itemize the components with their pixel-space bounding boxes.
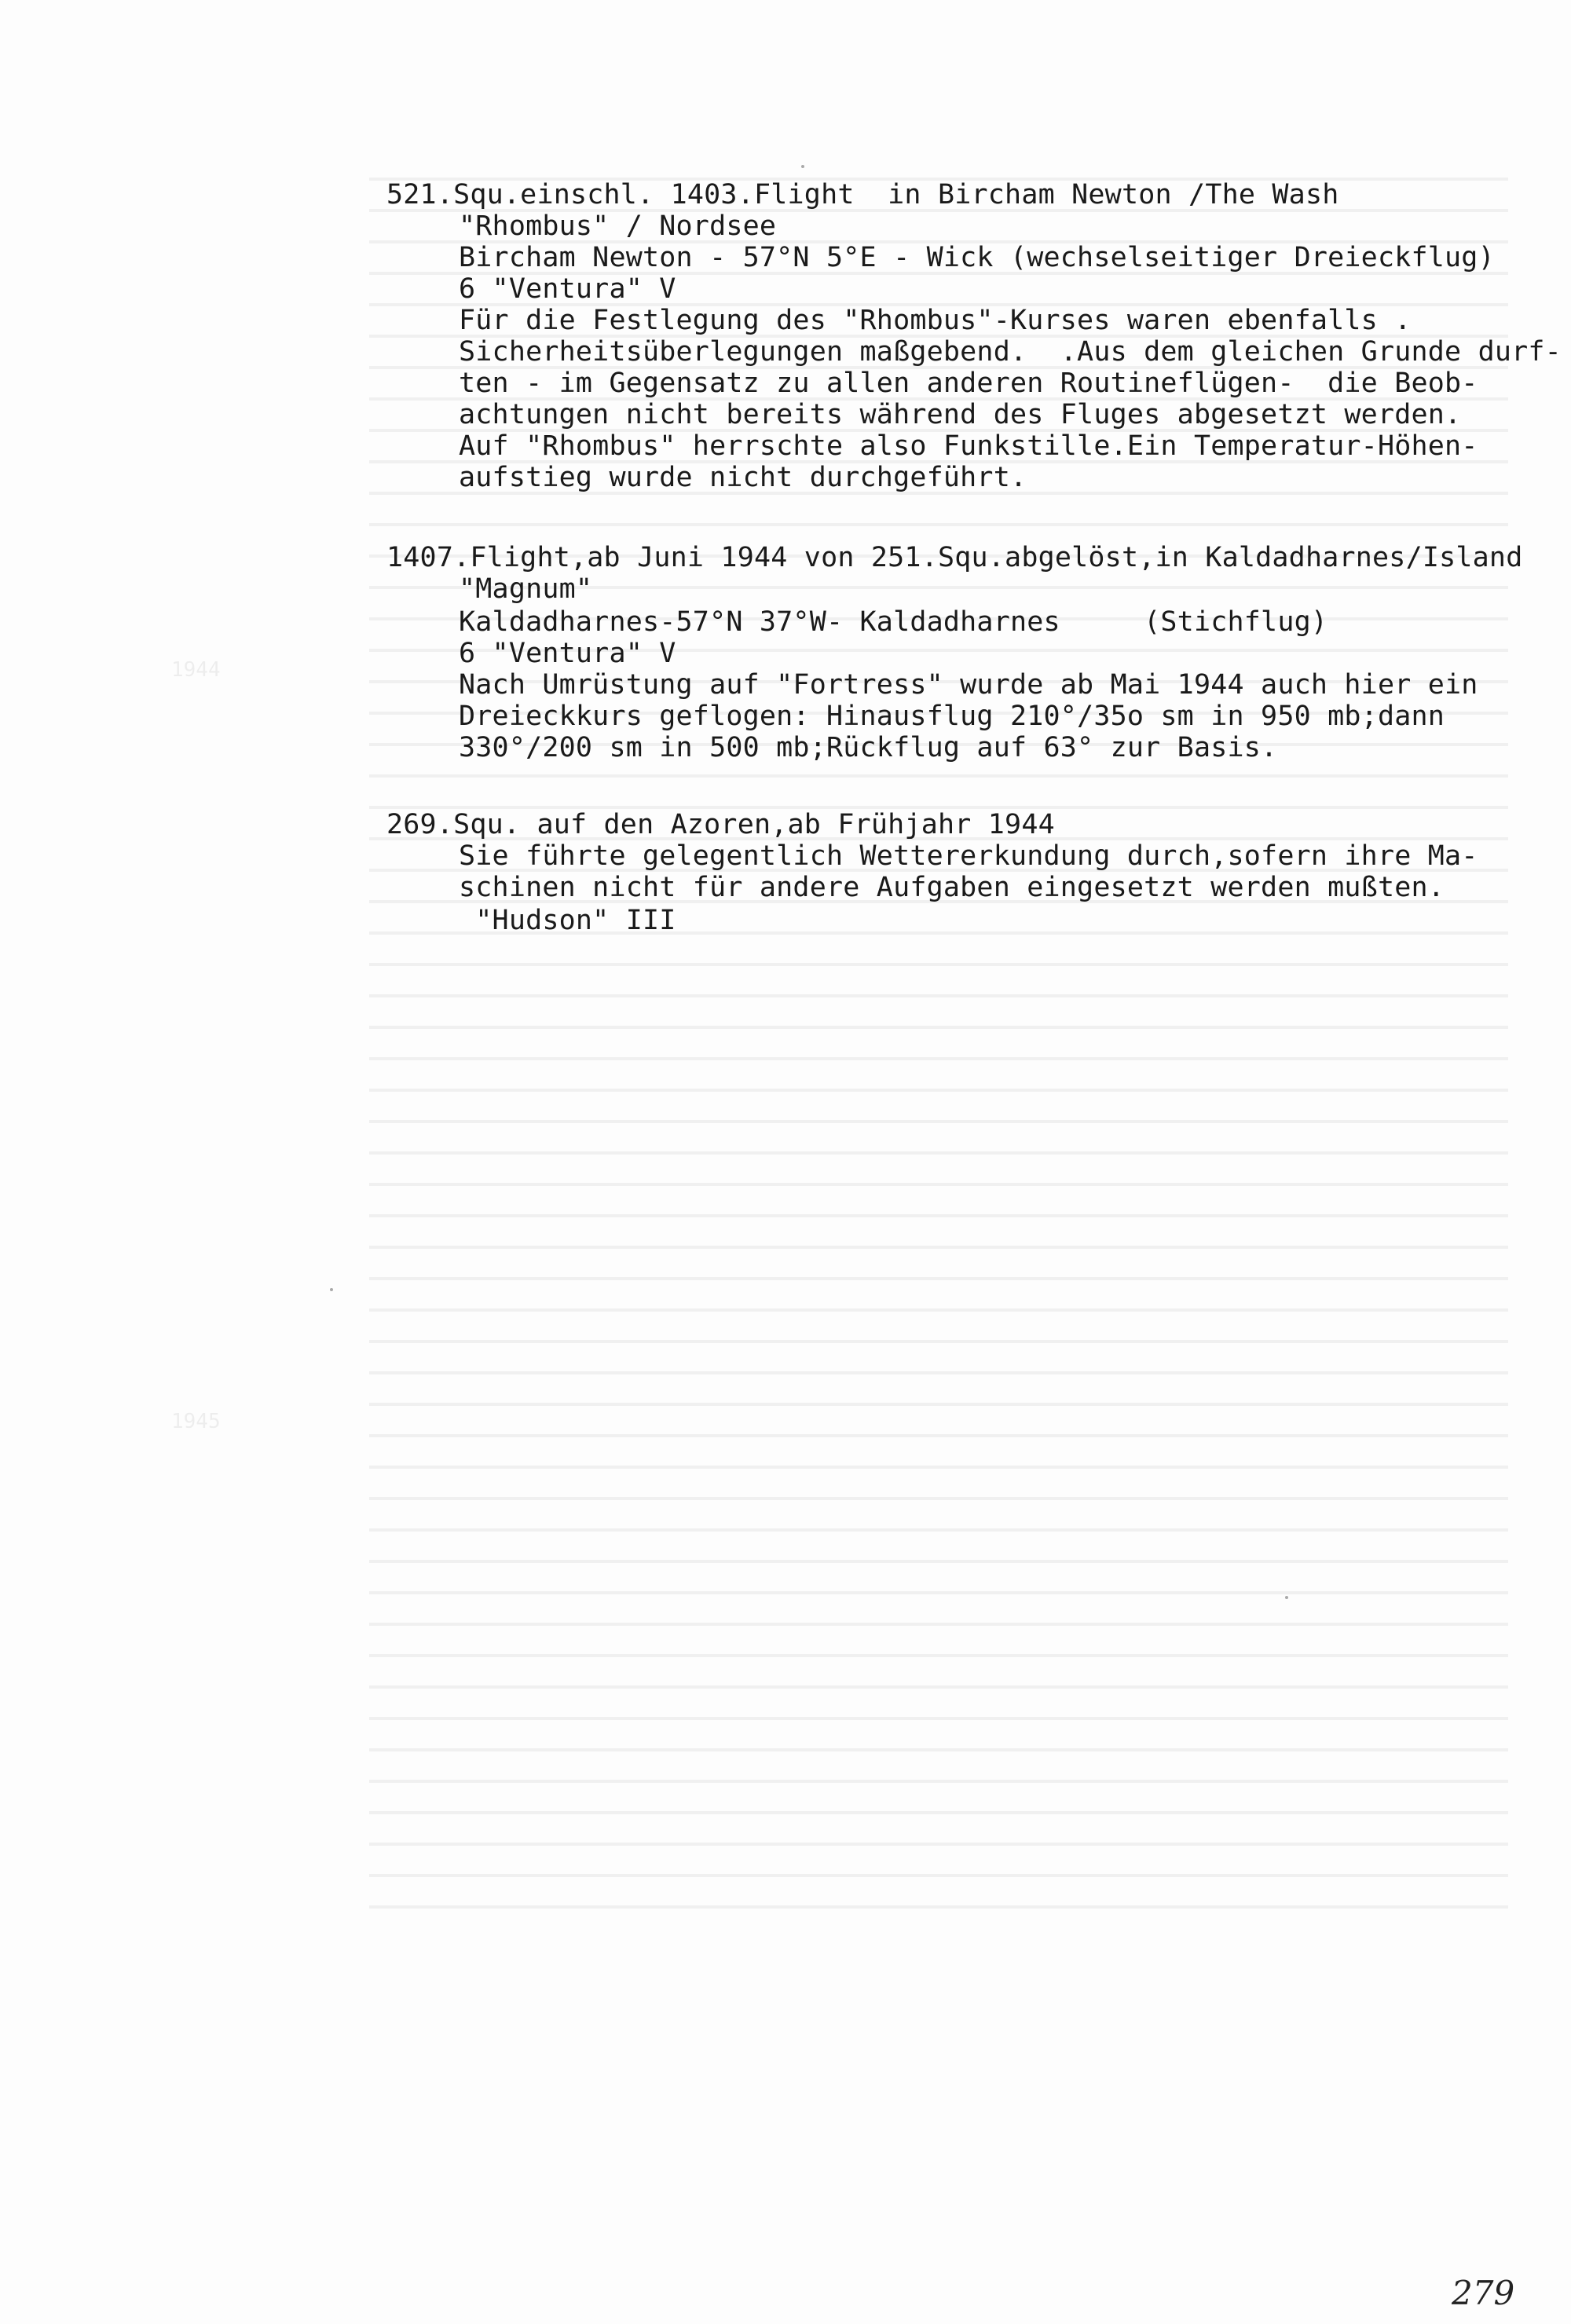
entry-line: Sicherheitsüberlegungen maßgebend. .Aus dem gleichen Grunde durf- xyxy=(459,336,1562,368)
entry-line: schinen nicht für andere Aufgaben eingesetzt werden mußten. xyxy=(459,872,1445,903)
entry-heading: 521.Squ.einschl. 1403.Flight in Bircham Newton /The Wash xyxy=(386,179,1339,210)
entry-line: "Hudson" III xyxy=(459,905,676,936)
margin-year-1944: 1944 xyxy=(171,658,221,682)
entry-line: Auf "Rhombus" herrschte also Funkstille.Ein Temperatur-Höhen- xyxy=(459,430,1478,462)
page-number: 279 xyxy=(1452,2274,1515,2312)
entry-line: Sie führte gelegentlich Wettererkundung durch,sofern ihre Ma- xyxy=(459,840,1478,872)
entry-line: 6 "Ventura" V xyxy=(459,273,676,305)
entry-line: Nach Umrüstung auf "Fortress" wurde ab Mai 1944 auch hier ein xyxy=(459,669,1478,701)
entry-heading: 269.Squ. auf den Azoren,ab Frühjahr 1944 xyxy=(386,809,1055,840)
entry-line: "Rhombus" / Nordsee xyxy=(459,210,777,242)
scan-speck xyxy=(1285,1596,1288,1599)
entry-line: aufstieg wurde nicht durchgeführt. xyxy=(459,462,1027,493)
entry-line: Kaldadharnes-57°N 37°W- Kaldadharnes (Stichflug) xyxy=(459,606,1328,638)
scan-speck xyxy=(330,1288,333,1291)
entry-line: Für die Festlegung des "Rhombus"-Kurses waren ebenfalls . xyxy=(459,305,1412,336)
entry-line: Bircham Newton - 57°N 5°E - Wick (wechselseitiger Dreieckflug) xyxy=(459,242,1495,273)
scan-speck xyxy=(801,165,804,168)
entry-line: "Magnum" xyxy=(459,573,593,605)
margin-year-1945: 1945 xyxy=(171,1410,221,1433)
entry-heading: 1407.Flight,ab Juni 1944 von 251.Squ.abgelöst,in Kaldadharnes/Island xyxy=(386,542,1523,573)
entry-line: achtungen nicht bereits während des Fluges abgesetzt werden. xyxy=(459,399,1462,430)
entry-line: ten - im Gegensatz zu allen anderen Routineflügen- die Beob- xyxy=(459,368,1478,399)
entry-line: Dreieckkurs geflogen: Hinausflug 210°/35o sm in 950 mb;dann xyxy=(459,701,1445,732)
entry-line: 330°/200 sm in 500 mb;Rückflug auf 63° zur Basis. xyxy=(459,732,1278,763)
entry-line: 6 "Ventura" V xyxy=(459,638,676,669)
